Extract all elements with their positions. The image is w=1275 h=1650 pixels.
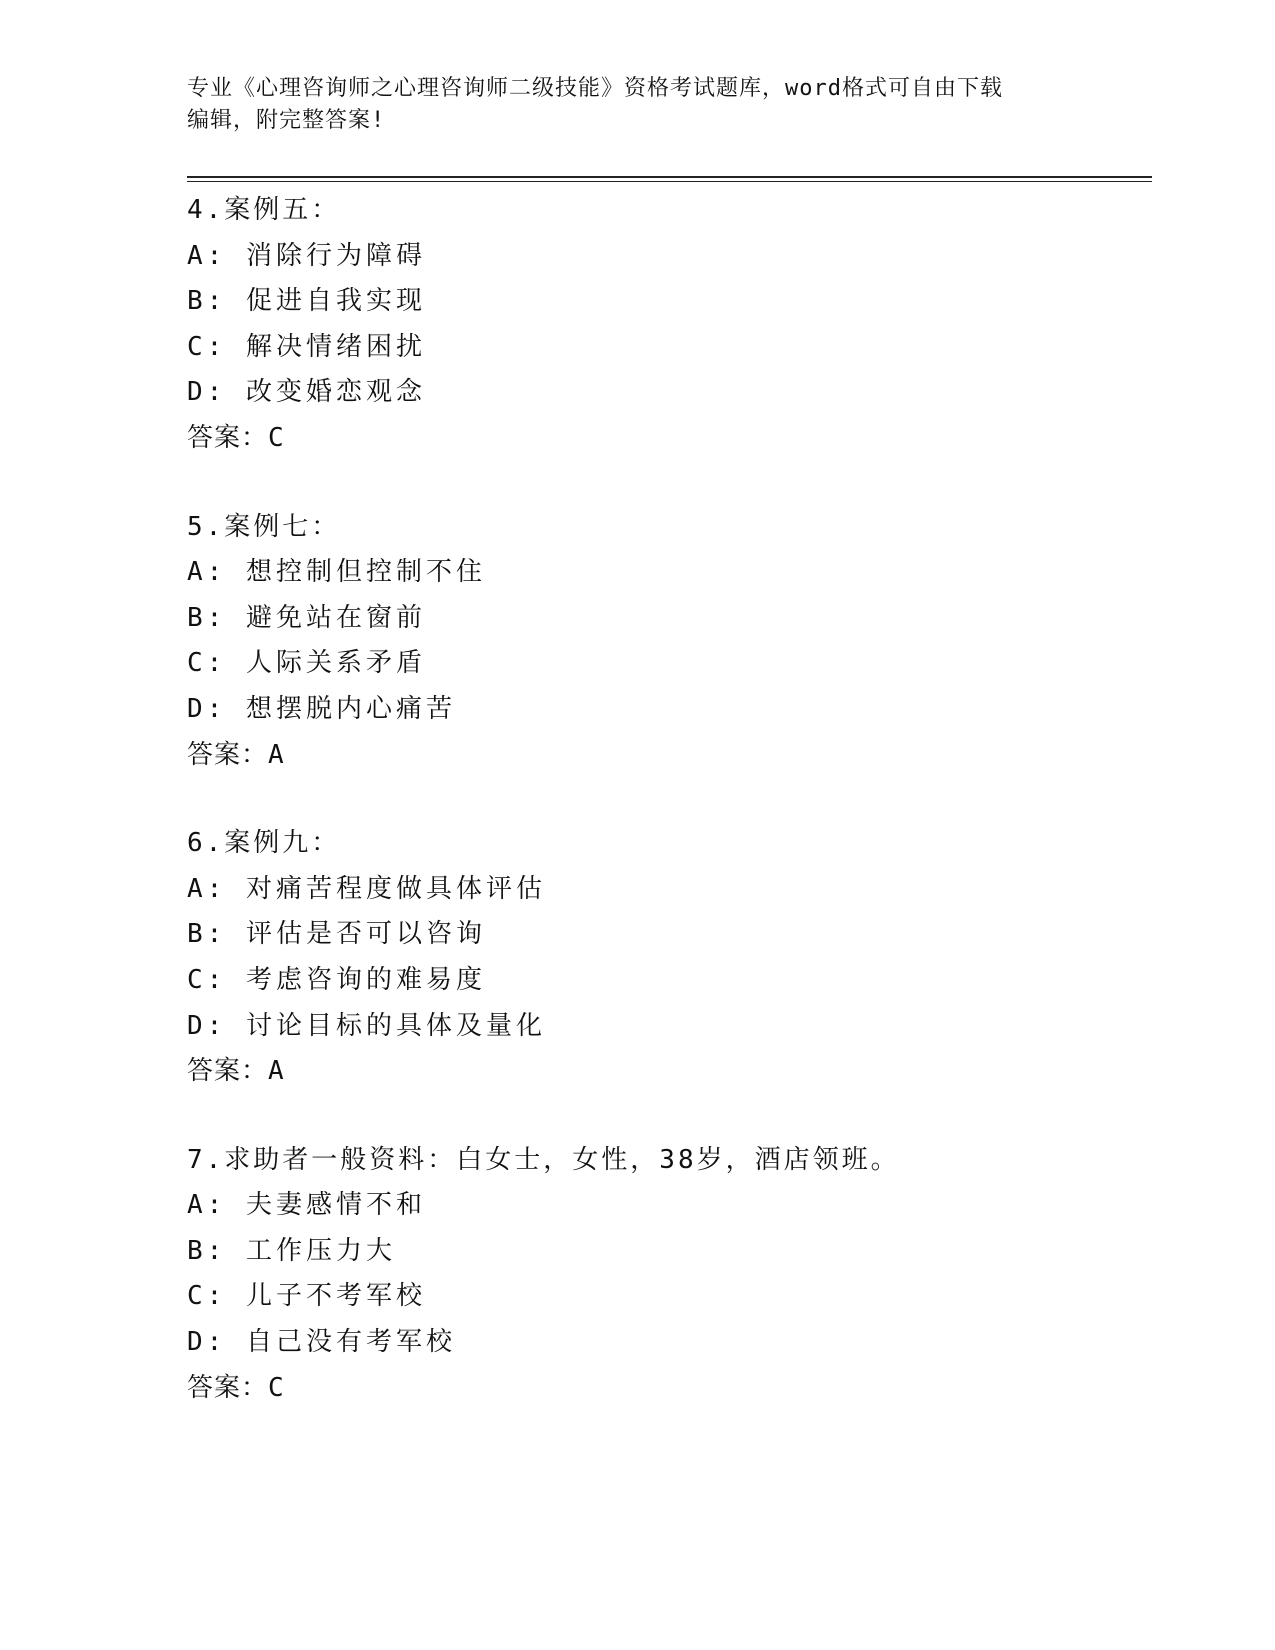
header-divider-thick	[187, 176, 1152, 178]
option-d: D: 改变婚恋观念	[187, 377, 426, 408]
answer-line	[187, 416, 1137, 462]
answer-value: A	[268, 1056, 285, 1087]
answer-label: 答案：	[187, 422, 269, 453]
option-c: C: 考虑咨询的难易度	[187, 964, 486, 995]
option-b: B: 评估是否可以咨询	[187, 919, 486, 950]
answer-value: A	[268, 739, 285, 770]
answer-line	[187, 1049, 1137, 1095]
answer-line	[187, 733, 1137, 779]
document-header	[187, 73, 1067, 137]
answer-value: C	[268, 422, 285, 453]
answer-value: C	[268, 1372, 285, 1403]
header-line-2: 编辑，附完整答案!	[187, 108, 386, 133]
option-b: B: 避免站在窗前	[187, 602, 426, 633]
option-d: D: 想摆脱内心痛苦	[187, 693, 456, 724]
answer-line	[187, 1366, 1137, 1412]
answer-label: 答案：	[187, 1056, 269, 1087]
question-item	[187, 1138, 1137, 1412]
header-divider-thin	[187, 181, 1152, 182]
option-a: A: 消除行为障碍	[187, 240, 426, 271]
question-stem: 5.案例七：	[187, 511, 341, 542]
answer-label: 答案：	[187, 1372, 269, 1403]
question-stem: 7.求助者一般资料：白女士，女性，38岁，酒店领班。	[187, 1144, 900, 1175]
question-item	[187, 188, 1137, 462]
option-d: D: 讨论目标的具体及量化	[187, 1010, 546, 1041]
option-c: C: 儿子不考军校	[187, 1281, 426, 1312]
question-stem: 6.案例九：	[187, 828, 341, 859]
option-c: C: 人际关系矛盾	[187, 648, 426, 679]
option-a: A: 对痛苦程度做具体评估	[187, 873, 546, 904]
option-a: A: 想控制但控制不住	[187, 557, 486, 588]
option-b: B: 工作压力大	[187, 1235, 396, 1266]
question-stem: 4.案例五：	[187, 195, 341, 225]
option-d: D: 自己没有考军校	[187, 1327, 456, 1358]
option-a: A: 夫妻感情不和	[187, 1190, 426, 1221]
option-c: C: 解决情绪困扰	[187, 331, 426, 362]
answer-label: 答案：	[187, 739, 269, 770]
question-list	[187, 188, 1137, 1454]
option-b: B: 促进自我实现	[187, 286, 426, 317]
header-line-1: 专业《心理咨询师之心理咨询师二级技能》资格考试题库，word格式可自由下载	[187, 76, 1003, 101]
question-item	[187, 505, 1137, 779]
question-item	[187, 821, 1137, 1095]
